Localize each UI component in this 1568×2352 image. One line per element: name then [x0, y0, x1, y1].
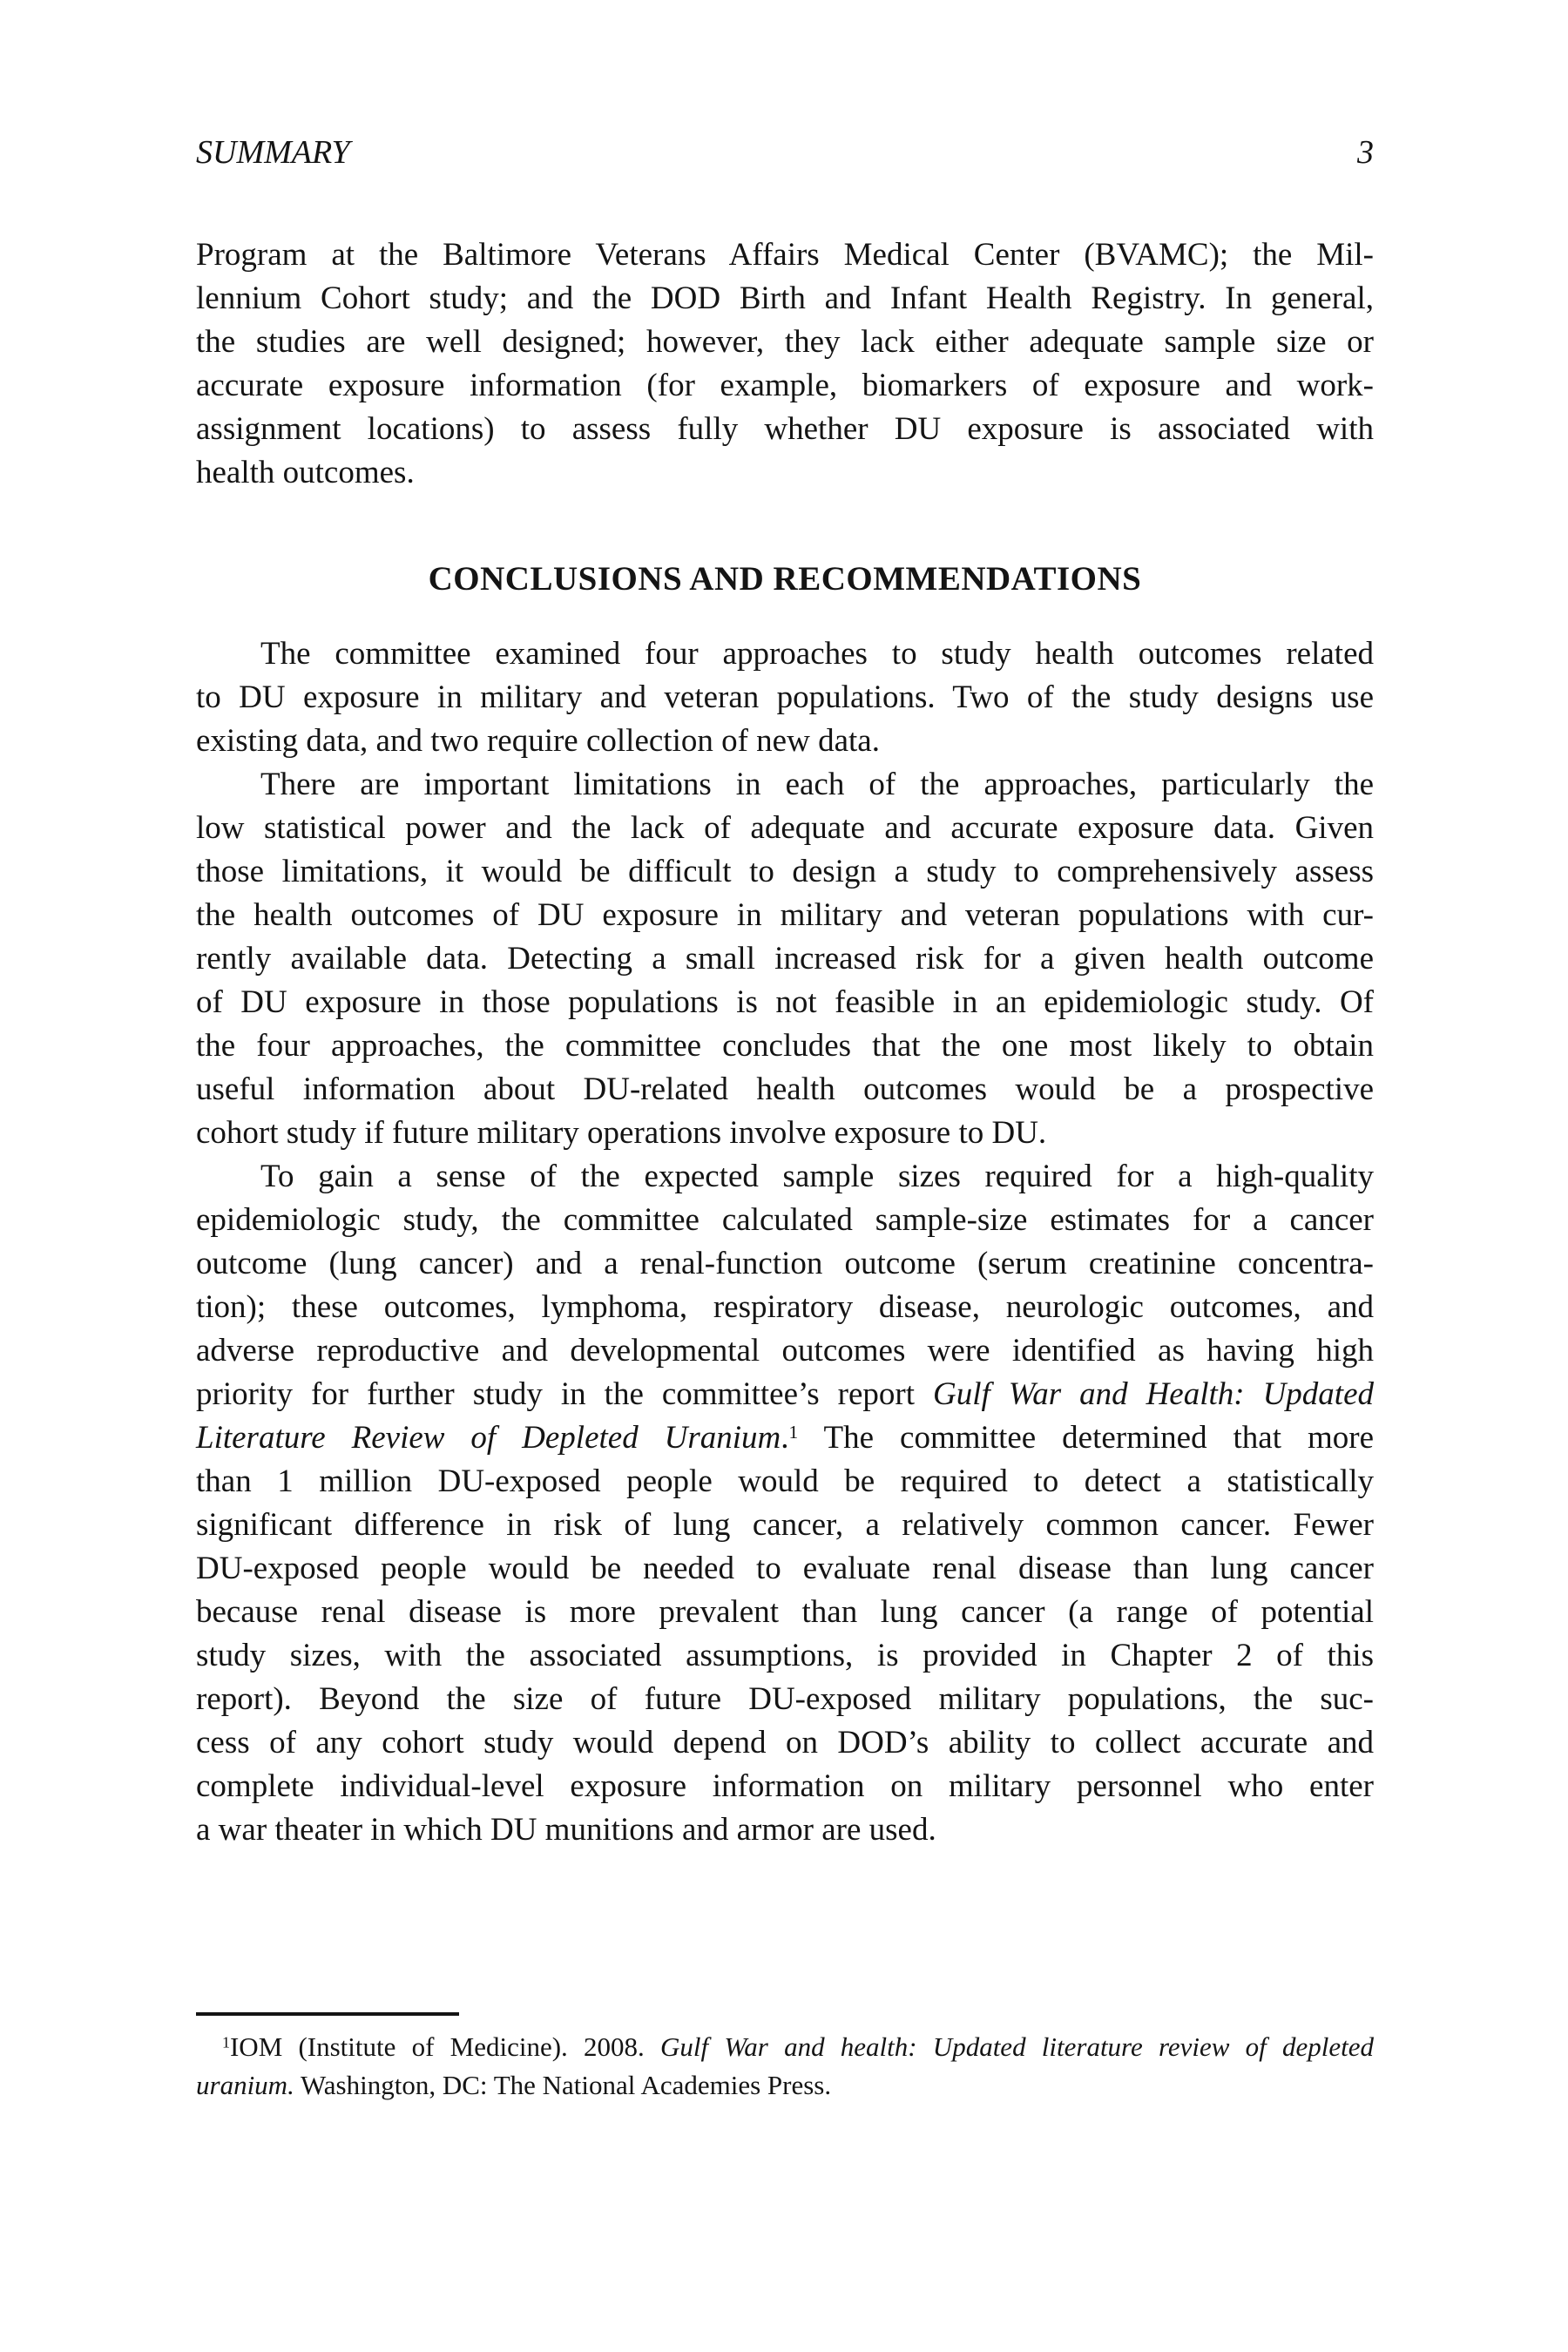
text-block — [196, 233, 1374, 1852]
text-line — [196, 763, 1374, 807]
text-run: cess of any cohort study would depend on DOD’s ability to collect accurate and — [196, 1725, 1374, 1761]
text-line — [196, 850, 1374, 894]
text-line — [196, 894, 1374, 937]
text-line — [196, 1068, 1374, 1112]
text-run: study sizes, with the associated assumptions, is provided in Chapter 2 of this — [196, 1638, 1374, 1673]
text-run: Gulf War and Health: Updated — [933, 1376, 1374, 1412]
text-line — [196, 1024, 1374, 1068]
text-line — [196, 1242, 1374, 1286]
text-line — [196, 1547, 1374, 1591]
text-line — [196, 1155, 1374, 1199]
running-head: SUMMARY — [196, 134, 350, 171]
text-run: significant difference in risk of lung cancer, a relatively common cancer. Fewer — [196, 1507, 1374, 1543]
text-run: accurate exposure information (for example, biomarkers of exposure and work- — [196, 368, 1374, 403]
text-run: because renal disease is more prevalent than lung cancer (a range of potential — [196, 1594, 1374, 1630]
text-line — [196, 981, 1374, 1024]
section-heading: CONCLUSIONS AND RECOMMENDATIONS — [428, 560, 1142, 598]
text-line — [196, 1112, 1374, 1155]
text-run: adverse reproductive and developmental outcomes were identified as having high — [196, 1333, 1374, 1369]
text-line — [196, 1460, 1374, 1504]
footnote-text — [196, 2028, 1374, 2105]
text-run: existing data, and two require collection of new data. — [196, 723, 880, 759]
text-run: epidemiologic study, the committee calculated sample-size estimates for a cancer — [196, 1202, 1374, 1238]
text-line — [196, 937, 1374, 981]
text-line — [196, 632, 1374, 676]
text-run: the studies are well designed; however, they lack either adequate sample size or — [196, 324, 1374, 360]
text-line — [196, 2028, 1374, 2066]
text-run: . — [781, 1420, 789, 1456]
page-header — [196, 131, 1374, 174]
text-run: health outcomes. — [196, 455, 415, 490]
text-run: those limitations, it would be difficult to design a study to comprehensively assess — [196, 854, 1374, 889]
text-run: the four approaches, the committee concludes that the one most likely to obtain — [196, 1028, 1374, 1064]
text-line — [196, 1765, 1374, 1808]
text-run: IOM (Institute of Medicine). 2008. — [229, 2031, 660, 2062]
text-run: than 1 million DU-exposed people would be required to detect a statistically — [196, 1463, 1374, 1499]
text-run: useful information about DU-related health outcomes would be a prospective — [196, 1071, 1374, 1107]
text-run: The committee examined four approaches to study health outcomes related — [260, 636, 1374, 672]
text-line — [196, 1286, 1374, 1329]
text-line — [196, 408, 1374, 451]
text-line — [196, 1678, 1374, 1721]
page-number: 3 — [1357, 134, 1374, 171]
text-line — [196, 364, 1374, 408]
text-run: uranium. — [196, 2070, 294, 2100]
text-line — [196, 676, 1374, 720]
text-run: priority for further study in the committee’s report — [196, 1376, 934, 1412]
text-run: Program at the Baltimore Veterans Affairs Medical Center (BVAMC); the Mil- — [196, 237, 1374, 273]
text-run: tion); these outcomes, lymphoma, respiratory disease, neurologic outcomes, and — [196, 1289, 1374, 1325]
paragraph — [196, 763, 1374, 1155]
text-line — [196, 1373, 1374, 1416]
text-run: rently available data. Detecting a small increased risk for a given health outcome — [196, 941, 1374, 977]
footnote-marker: 1 — [222, 2033, 230, 2051]
text-run: Gulf War and health: Updated literature review of depleted — [659, 2031, 1374, 2062]
text-line — [196, 720, 1374, 763]
text-run: a war theater in which DU munitions and armor are used. — [196, 1812, 936, 1848]
footnote-rule — [196, 2012, 459, 2016]
text-line — [196, 1591, 1374, 1634]
text-run: complete individual-level exposure information on military personnel who enter — [196, 1768, 1374, 1804]
text-run: low statistical power and the lack of adequate and accurate exposure data. Given — [196, 810, 1374, 846]
text-line — [196, 321, 1374, 364]
text-line — [196, 1808, 1374, 1852]
footnote — [196, 2012, 1374, 2105]
text-run: DU-exposed people would be needed to evaluate renal disease than lung cancer — [196, 1551, 1374, 1586]
text-run: cohort study if future military operations involve exposure to DU. — [196, 1115, 1047, 1151]
text-line — [196, 2066, 1374, 2105]
text-line — [196, 807, 1374, 850]
text-line — [196, 233, 1374, 277]
text-line — [196, 1416, 1374, 1460]
text-run: the health outcomes of DU exposure in military and veteran populations with cur- — [196, 897, 1374, 933]
text-run: Literature Review of Depleted Uranium — [196, 1420, 781, 1456]
text-line — [196, 1329, 1374, 1373]
text-run: of DU exposure in those populations is not feasible in an epidemiologic study. Of — [196, 984, 1374, 1020]
text-run: Washington, DC: The National Academies Press. — [294, 2070, 832, 2100]
text-line — [196, 1634, 1374, 1678]
text-run: There are important limitations in each of the approaches, particularly the — [260, 767, 1374, 802]
text-run: assignment locations) to assess fully whether DU exposure is associated with — [196, 411, 1374, 447]
paragraph — [196, 233, 1374, 495]
text-line — [196, 1199, 1374, 1242]
text-run: To gain a sense of the expected sample sizes required for a high-quality — [260, 1159, 1374, 1194]
text-line — [196, 451, 1374, 495]
text-line — [196, 1721, 1374, 1765]
text-line — [196, 1504, 1374, 1547]
footnote-marker: 1 — [788, 1421, 799, 1443]
paragraph — [196, 1155, 1374, 1852]
text-run: outcome (lung cancer) and a renal-function outcome (serum creatinine concentra- — [196, 1246, 1374, 1281]
text-line — [196, 277, 1374, 321]
text-run: report). Beyond the size of future DU-exposed military populations, the suc- — [196, 1681, 1374, 1717]
text-run: The committee determined that more — [798, 1420, 1374, 1456]
paragraph — [196, 632, 1374, 763]
text-run: to DU exposure in military and veteran populations. Two of the study designs use — [196, 679, 1374, 715]
text-run: lennium Cohort study; and the DOD Birth and Infant Health Registry. In general, — [196, 280, 1374, 316]
